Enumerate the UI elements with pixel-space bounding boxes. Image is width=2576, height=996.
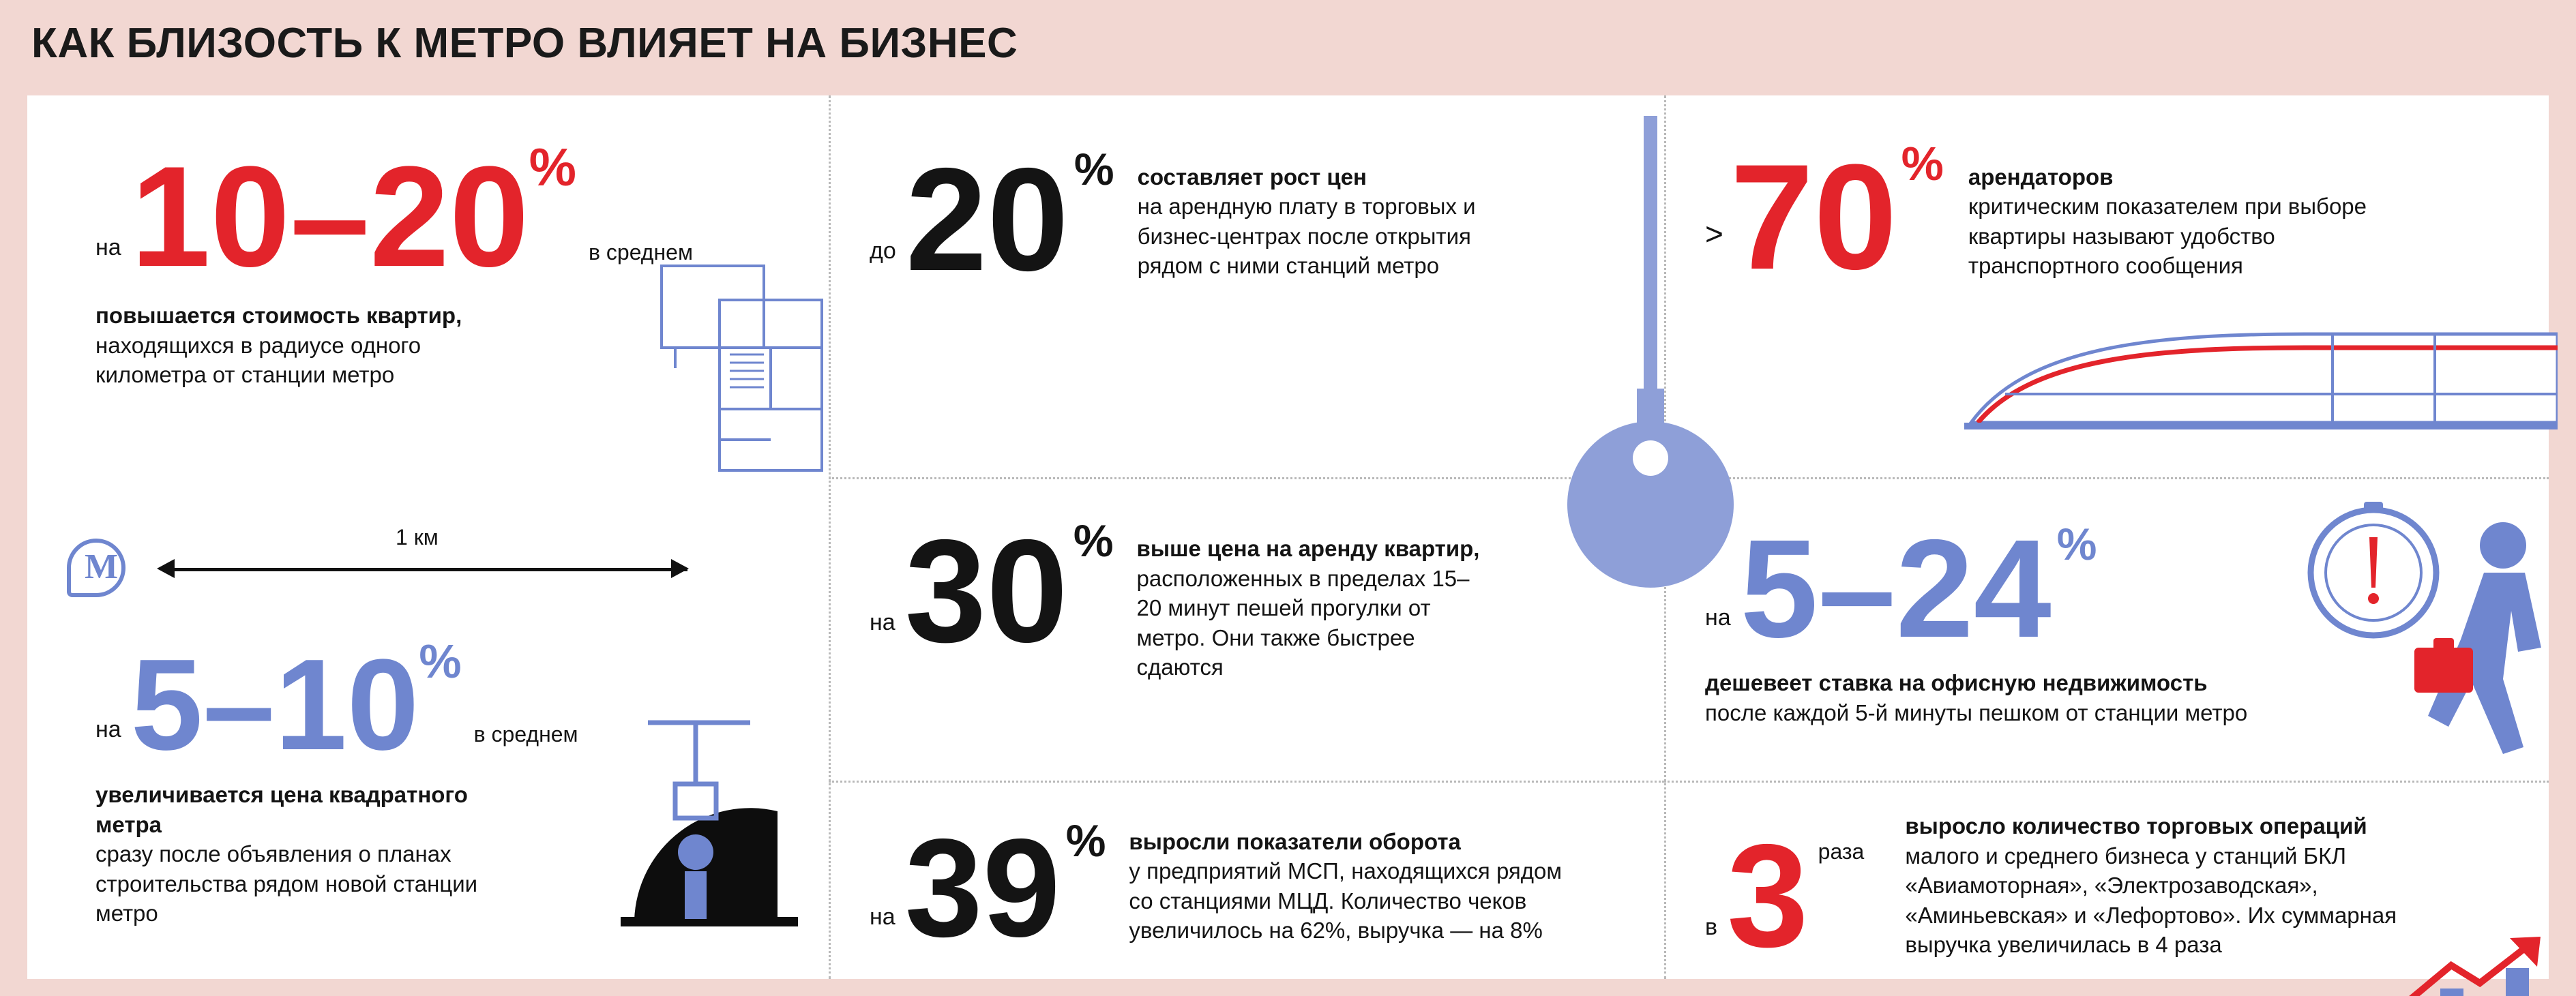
fact-value: 5–10	[130, 632, 419, 777]
fact-value: 5–24	[1740, 510, 2052, 667]
fact-body: расположенных в пределах 15–20 минут пешей прогулки от метро. Они также быстрее сдаются	[1136, 565, 1470, 680]
fact-prefix: на	[1705, 605, 1731, 631]
fact-lead: повышается стоимость квартир,	[95, 303, 462, 328]
distance-label: 1 км	[396, 525, 439, 549]
fact-unit: %	[1901, 137, 1944, 190]
growth-bar-chart-icon	[2401, 934, 2558, 996]
metro-logo-letter: М	[85, 547, 119, 586]
distance-arrow-left	[157, 559, 175, 578]
fact-body: малого и среднего бизнеса у станций БКЛ «Авиамоторная», «Электрозаводская», «Аминьевская» и «Лефортово». Их суммарная выручка увеличилась в 4 раза	[1905, 843, 2397, 958]
fact-lead: выросло количество торговых операций	[1905, 813, 2367, 839]
fact-unit: %	[419, 635, 462, 688]
walking-businessman-icon	[2394, 518, 2576, 764]
fact-unit: %	[2056, 519, 2097, 569]
fact-body: у предприятий МСП, находящихся рядом со станциями МЦД. Количество чеков увеличилось на 62%, выручка — на 8%	[1129, 858, 1563, 944]
column-divider-1	[829, 95, 831, 979]
fact-unit: %	[1065, 815, 1106, 866]
fact-prefix: в	[1705, 914, 1718, 940]
fact-prefix: до	[870, 238, 896, 264]
floorplan-icon	[655, 259, 832, 477]
fact-body: сразу после объявления о планах строительства рядом новой станции метро	[95, 841, 478, 926]
fact-note: в среднем	[589, 240, 693, 265]
fact-lead: выросли показатели оборота	[1129, 828, 1461, 854]
fact-value: 3	[1727, 813, 1809, 978]
fact-tenants-transport	[1705, 133, 2544, 301]
fact-value: 30	[904, 508, 1068, 673]
fact-lead: дешевеет ставка на офисную недвижимость	[1705, 670, 2208, 695]
distance-arrow-right	[671, 559, 689, 578]
fact-apartment-rent-walk	[870, 508, 1647, 680]
fact-prefix: на	[870, 904, 895, 930]
fact-prefix: >	[1705, 216, 1723, 252]
fact-lead: выше цена на аренду квартир,	[1136, 536, 1480, 562]
fact-prefix: на	[95, 235, 121, 260]
construction-crane-icon	[593, 709, 825, 982]
fact-unit: %	[529, 137, 577, 197]
fact-note: в среднем	[473, 722, 578, 746]
fact-unit: раза	[1818, 839, 1865, 864]
content-panel	[27, 95, 2549, 979]
fact-lead: увеличивается цена квадратного метра	[95, 782, 468, 837]
fact-value: 70	[1730, 133, 1897, 301]
fact-mcd-turnover	[870, 809, 1647, 966]
fact-lead: составляет рост цен	[1137, 164, 1367, 190]
high-speed-train-icon	[1923, 320, 2558, 443]
fact-body: критическим показателем при выборе квартиры называют удобство транспортного сообщения	[1968, 194, 2367, 279]
fact-value: 10–20	[130, 136, 529, 297]
fact-body: на арендную плату в торговых и бизнес-центрах после открытия рядом с ними станций метро	[1137, 194, 1476, 279]
row-divider-right-2	[1664, 781, 2549, 783]
row-divider-right-1	[1664, 477, 2549, 479]
fact-body: находящихся в радиусе одного километра от станции метро	[95, 332, 421, 388]
fact-body: после каждой 5-й минуты пешком от станции метро	[1705, 699, 2248, 725]
fact-value: 20	[905, 136, 1069, 301]
fact-rent-growth-malls	[870, 136, 1647, 301]
fact-prefix: на	[870, 609, 895, 635]
fact-unit: %	[1073, 515, 1114, 566]
fact-lead: арендаторов	[1968, 164, 2114, 190]
fact-unit: %	[1074, 144, 1114, 194]
distance-arrow-line	[169, 568, 687, 571]
fact-prefix: на	[95, 716, 121, 742]
fact-value: 39	[904, 809, 1061, 966]
page-title: КАК БЛИЗОСТЬ К МЕТРО ВЛИЯЕТ НА БИЗНЕС	[31, 20, 1018, 67]
